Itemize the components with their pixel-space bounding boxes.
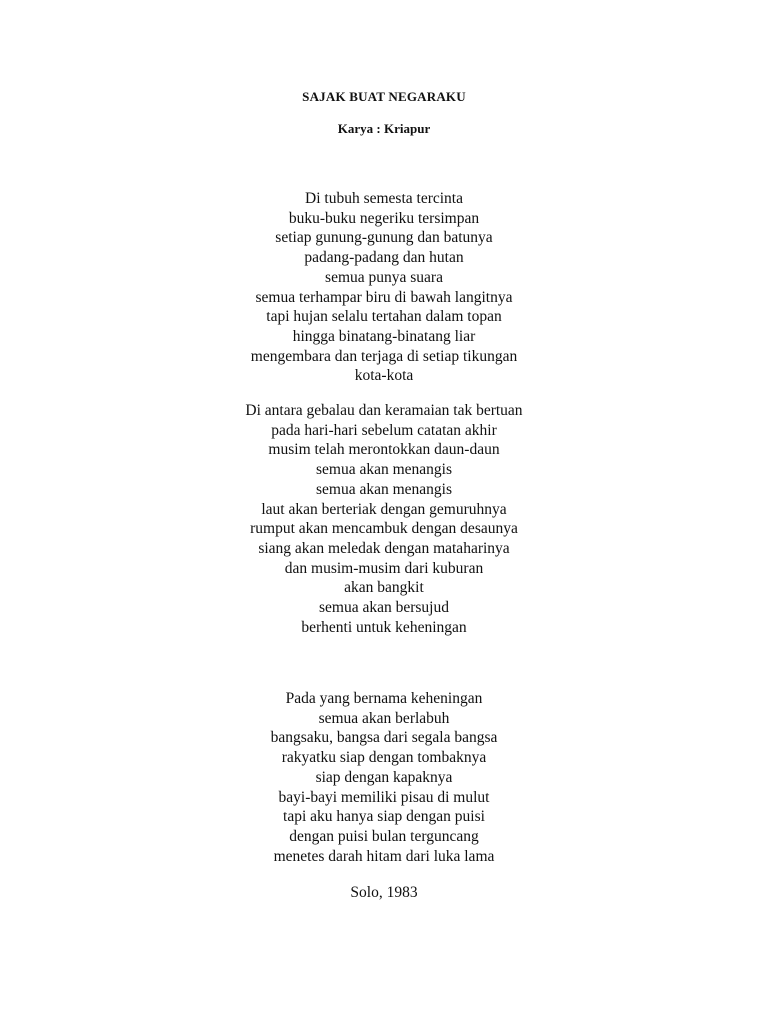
poem-line: Pada yang bernama keheningan (285, 690, 483, 707)
poem-line: tapi hujan selalu tertahan dalam topan (266, 308, 502, 326)
stanza-3 (0, 689, 768, 866)
poem-line: Di tubuh semesta tercinta (305, 190, 463, 207)
poem-line: bangsaku, bangsa dari segala bangsa (270, 729, 498, 747)
poem-line: akan bangkit (344, 579, 424, 597)
poem-author: Karya : Kriapur (337, 121, 431, 136)
poem-line: semua punya suara (325, 268, 443, 286)
poem-line: siap dengan kapaknya (315, 768, 453, 786)
poem-line: setiap gunung-gunung dan batunya (275, 229, 493, 247)
poem-line: pada hari-hari sebelum catatan akhir (271, 421, 497, 439)
poem-place-date: Solo, 1983 (350, 884, 418, 901)
poem-line: padang-padang dan hutan (304, 249, 464, 267)
poem-line: tapi aku hanya siap dengan puisi (283, 808, 485, 826)
poem-line: bayi-bayi memiliki pisau di mulut (278, 788, 490, 806)
poem-line: kota-kota (354, 367, 414, 385)
stanza-1 (0, 189, 768, 386)
poem-line: semua akan berlabuh (318, 709, 450, 727)
poem-line: semua akan menangis (315, 461, 452, 479)
poem-line: hingga binatang-binatang liar (292, 327, 476, 345)
poem-line: rumput akan mencambuk dengan desaunya (250, 520, 518, 538)
poem-line: buku-buku negeriku tersimpan (288, 209, 480, 227)
poem-line: dan musim-musim dari kuburan (284, 559, 484, 577)
stanza-2 (0, 401, 768, 637)
poem-line: semua terhampar biru di bawah langitnya (255, 288, 513, 306)
poem-line: musim telah merontokkan daun-daun (268, 441, 500, 459)
poem-line: siang akan meledak dengan mataharinya (258, 539, 510, 557)
poem-line: menetes darah hitam dari luka lama (273, 847, 495, 865)
poem-line: dengan puisi bulan terguncang (289, 827, 479, 845)
poem-line: rakyatku siap dengan tombaknya (281, 749, 487, 767)
poem-line: mengembara dan terjaga di setiap tikungan (250, 347, 518, 365)
poem-line: laut akan berteriak dengan gemuruhnya (261, 500, 507, 518)
poem-line: berhenti untuk keheningan (301, 618, 467, 636)
poem-title: SAJAK BUAT NEGARAKU (302, 89, 466, 104)
poem-line: semua akan bersujud (319, 599, 449, 617)
poem-line: semua akan menangis (315, 480, 452, 498)
poem-line: Di antara gebalau dan keramaian tak bertuan (245, 402, 523, 419)
